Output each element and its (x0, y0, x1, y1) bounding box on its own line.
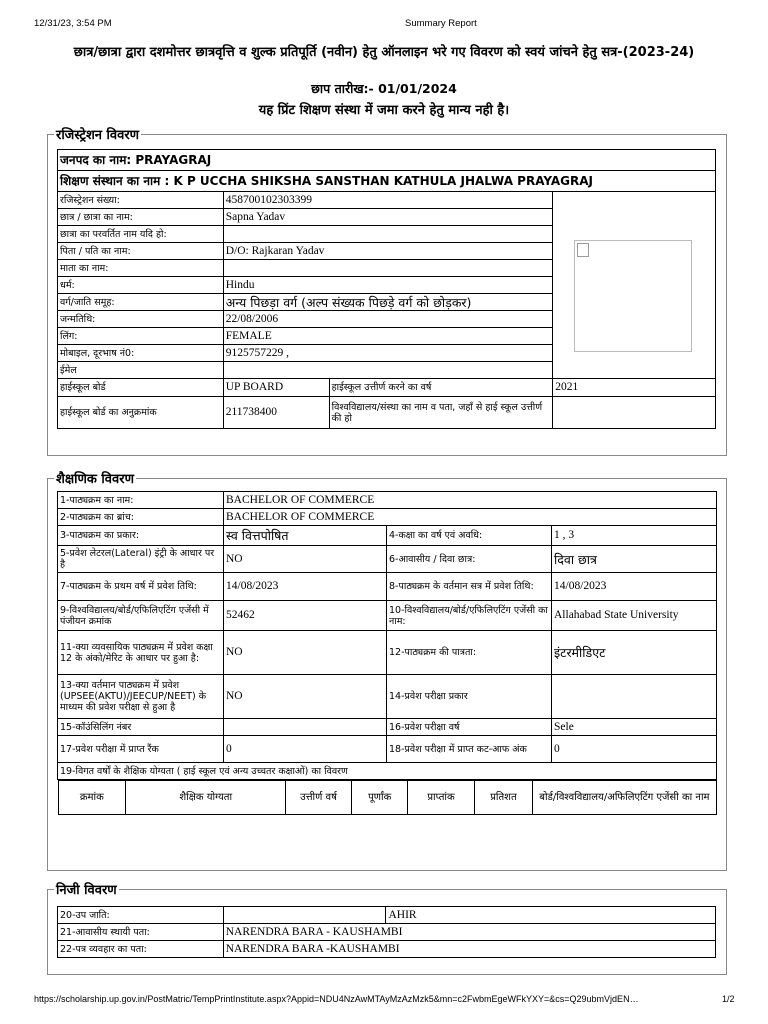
academic-row (58, 675, 717, 719)
field-label: माता का नाम: (58, 260, 224, 277)
field-label: 13-क्या वर्तमान पाठ्यक्रम में प्रवेश (UPSEE(AKTU)/JEECUP/NEET) के माध्यम की प्रवेश परीक्षा से हुआ है (58, 675, 224, 719)
field-label: ईमेल (58, 362, 224, 379)
field-value: दिवा छात्र (552, 546, 717, 573)
field-value: स्व वित्तपोषित (224, 526, 387, 546)
course-name-value: BACHELOR OF COMMERCE (224, 492, 717, 509)
field-value: 52462 (224, 601, 387, 631)
hs-school-label: विश्वविद्यालय/संस्था का नाम व पता, जहाँ से हाई स्कूल उत्तीर्ण की हो (329, 397, 553, 429)
subcaste-value: AHIR (386, 907, 716, 924)
field-label: 6-आवासीय / दिवा छात्र: (387, 546, 552, 573)
field-label: छात्र / छात्रा का नाम: (58, 209, 224, 226)
print-datetime: 12/31/23, 3:54 PM (34, 18, 112, 29)
field-label: 10-विश्वविद्यालय/बोर्ड/एफिलिएटिंग एजेंसी का नाम: (387, 601, 552, 631)
field-label: 5-प्रवेश लेटरल(Lateral) इंट्री के आधार पर है (58, 546, 224, 573)
course-name-label: 1-पाठ्यक्रम का नाम: (58, 492, 224, 509)
print-url: https://scholarship.up.gov.in/PostMatric/TempPrintInstitute.aspx?Appid=NDU4NzAwMTAyMzAzMzk5&mn=c2FwbmEgeWFkYXY=&cs=Q29ubmVjdEN… (34, 994, 639, 1004)
student-photo (574, 240, 692, 352)
history-cell (58, 780, 717, 816)
field-label: 18-प्रवेश परीक्षा में प्राप्त कट-आफ अंक (387, 736, 552, 763)
field-value: 14/08/2023 (224, 573, 387, 601)
perm-address-label: 21-आवासीय स्थायी पता: (58, 924, 224, 941)
history-header: शैक्षिक योग्यता (126, 781, 286, 815)
personal-table (57, 906, 716, 958)
field-label: मोबाइल, दूरभाष नं0: (58, 345, 224, 362)
field-value: 458700102303399 (223, 192, 553, 209)
institute-name: शिक्षण संस्थान का नाम : K P UCCHA SHIKSHA SANSTHAN KATHULA JHALWA PRAYAGRAJ (58, 171, 716, 192)
perm-address-value: NARENDRA BARA - KAUSHAMBI (223, 924, 715, 941)
field-value (223, 362, 553, 379)
history-header: उत्तीर्ण वर्ष (286, 781, 352, 815)
history-header: बोर्ड/विश्वविद्यालय/अफिलिएटिंग एजेंसी का नाम (533, 781, 716, 815)
field-value: Sapna Yadav (223, 209, 553, 226)
branch-label: 2-पाठ्यक्रम का ब्रांच: (58, 509, 224, 526)
hs-year-value: 2021 (553, 379, 716, 397)
field-value: Allahabad State University (552, 601, 717, 631)
academic-row (58, 736, 717, 763)
history-header: पूर्णांक (351, 781, 408, 815)
empty-cell (223, 907, 386, 924)
branch-value: BACHELOR OF COMMERCE (224, 509, 717, 526)
field-value: 14/08/2023 (552, 573, 717, 601)
field-label: 11-क्या व्यवसायिक पाठ्यक्रम में प्रवेश कक्षा 12 के अंको/मेरिट के आधार पर हुआ है: (58, 631, 224, 675)
print-page-title: Summary Report (405, 18, 477, 29)
field-value: NO (224, 675, 387, 719)
history-header: प्राप्तांक (408, 781, 474, 815)
validity-note: यह प्रिंट शिक्षण संस्था में जमा करने हेतु मान्य नही है। (258, 103, 510, 118)
district-name: जनपद का नाम: PRAYAGRAJ (58, 150, 716, 171)
history-header: क्रमांक (58, 781, 126, 815)
field-label: 8-पाठ्यक्रम के वर्तमान सत्र में प्रवेश तिथि: (387, 573, 552, 601)
broken-image-icon (577, 243, 589, 257)
personal-legend: निजी विवरण (56, 883, 117, 898)
academic-row (58, 573, 717, 601)
field-value: 9125757229 , (223, 345, 553, 362)
hs-board-label: हाईस्कूल बोर्ड (58, 379, 224, 397)
field-label: जन्मतिथि: (58, 311, 224, 328)
field-value: 0 (224, 736, 387, 763)
academic-row (58, 601, 717, 631)
hs-roll-label: हाईस्कूल बोर्ड का अनुक्रमांक (58, 397, 224, 429)
field-value (552, 675, 717, 719)
field-label: पिता / पति का नाम: (58, 243, 224, 260)
hs-school-value (553, 397, 716, 429)
registration-row (58, 192, 716, 209)
field-value (223, 226, 553, 243)
field-value: NO (224, 631, 387, 675)
hs-roll-value: 211738400 (223, 397, 329, 429)
print-date: छाप तारीख:- 01/01/2024 (311, 81, 457, 96)
field-value: FEMALE (223, 328, 553, 345)
academic-legend: शैक्षणिक विवरण (56, 472, 134, 487)
field-label: 16-प्रवेश परीक्षा वर्ष (387, 719, 552, 736)
field-value (223, 260, 553, 277)
subcaste-label: 20-उप जाति: (58, 907, 224, 924)
field-value: 0 (552, 736, 717, 763)
field-label: 15-कॉउंसिलिंग नंबर (58, 719, 224, 736)
field-value: D/O: Rajkaran Yadav (223, 243, 553, 260)
field-label: वर्ग/जाति समूह: (58, 294, 224, 311)
field-label: 3-पाठ्यक्रम का प्रकार: (58, 526, 224, 546)
academic-row (58, 526, 717, 546)
academic-table (57, 491, 717, 815)
corr-address-value: NARENDRA BARA -KAUSHAMBI (223, 941, 715, 958)
field-value: अन्य पिछड़ा वर्ग (अल्प संख्यक पिछड़े वर्ग को छोड़कर) (223, 294, 553, 311)
field-value: इंटरमीडिएट (552, 631, 717, 675)
field-value: Hindu (223, 277, 553, 294)
academic-row (58, 546, 717, 573)
field-label: 14-प्रवेश परीक्षा प्रकार (387, 675, 552, 719)
field-label: लिंग: (58, 328, 224, 345)
field-label: 12-पाठ्यक्रम की पात्रता: (387, 631, 552, 675)
field-label: छात्रा का परवर्तित नाम यदि हो: (58, 226, 224, 243)
history-header: प्रतिशत (474, 781, 533, 815)
report-heading: छात्र/छात्रा द्वारा दशमोत्तर छात्रवृत्ति व शुल्क प्रतिपूर्ति (नवीन) हेतु ऑनलाइन भरे गए विवरण को स्वयं जांचने हेतु सत्र-(2023-24) (73, 45, 695, 60)
hs-year-label: हाईस्कूल उत्तीर्ण करने का वर्ष (329, 379, 553, 397)
academic-row (58, 719, 717, 736)
field-value: Sele (552, 719, 717, 736)
academic-row (58, 631, 717, 675)
field-label: रजिस्ट्रेशन संख्या: (58, 192, 224, 209)
field-value: 22/08/2006 (223, 311, 553, 328)
field-label: धर्म: (58, 277, 224, 294)
registration-header-table (57, 149, 716, 192)
field-label: 4-कक्षा का वर्ष एवं अवधि: (387, 526, 552, 546)
field-label: 7-पाठ्यक्रम के प्रथम वर्ष में प्रवेश तिथि: (58, 573, 224, 601)
field-value: 1 , 3 (552, 526, 717, 546)
print-page-number: 1/2 (722, 994, 735, 1004)
field-value: NO (224, 546, 387, 573)
field-label: 17-प्रवेश परीक्षा में प्राप्त रैंक (58, 736, 224, 763)
registration-legend: रजिस्ट्रेशन विवरण (56, 128, 140, 143)
corr-address-label: 22-पत्र व्यवहार का पता: (58, 941, 224, 958)
history-caption: 19-विगत वर्षों के शैक्षिक योग्यता ( हाई स्कूल एवं अन्य उच्चतर कक्षाओं) का विवरण (58, 763, 717, 780)
education-history-table (58, 780, 717, 815)
field-label: 9-विश्वविद्यालय/बोर्ड/एफिलिएटिंग एजेंसी में पंजीयन क्रमांक (58, 601, 224, 631)
field-value (224, 719, 387, 736)
hs-board-value: UP BOARD (223, 379, 329, 397)
